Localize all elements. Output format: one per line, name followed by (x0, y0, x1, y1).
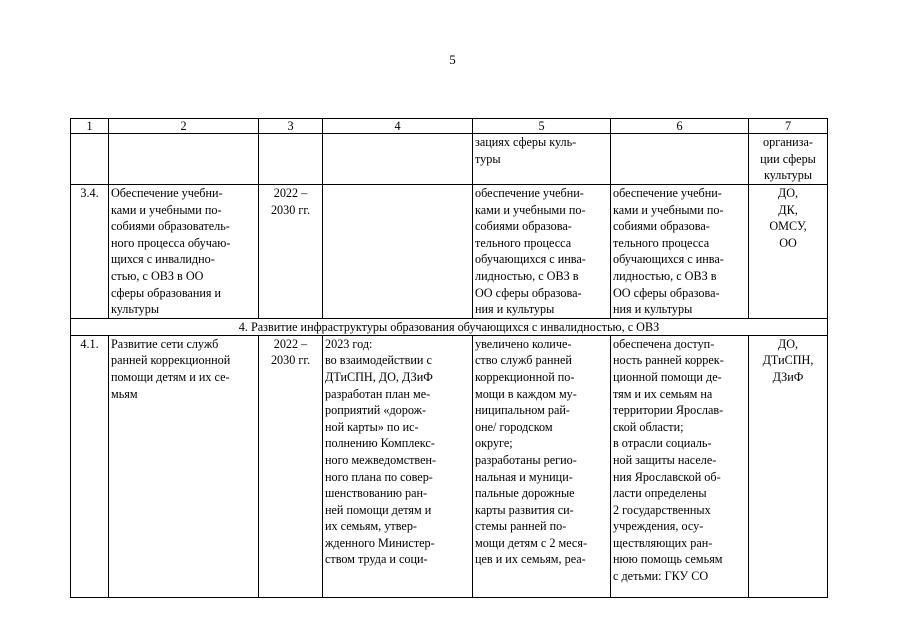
measure-executors: ДО, ДТиСПН, ДЗиФ (749, 335, 828, 597)
measure-executors: ДО, ДК, ОМСУ, ОО (749, 185, 828, 319)
column-header-7: 7 (749, 119, 828, 134)
page-number: 5 (449, 52, 456, 67)
measure-period: 2022 – 2030 гг. (259, 185, 323, 319)
row-number: 3.4. (71, 185, 109, 319)
measure-col5: увеличено количе- ство служб ранней коррекционной по- мощи в каждом му- ниципальном рай- оне/ городском округе; разработаны регио- нальная и муници- пальные дорожные карты развития си- стемы ранней по- мощи детям с 2 меся- цев и их семьям, реа- (473, 335, 611, 597)
table-row (71, 335, 828, 597)
cell-empty (259, 134, 323, 185)
column-header-3: 3 (259, 119, 323, 134)
section-title: 4. Развитие инфраструктуры образования обучающихся с инвалидностью, с ОВЗ (71, 318, 828, 335)
column-header-2: 2 (109, 119, 259, 134)
measure-period: 2022 – 2030 гг. (259, 335, 323, 597)
table-row (71, 185, 828, 319)
continuation-row (71, 134, 828, 185)
column-numbers-row (71, 119, 828, 134)
measure-col6: обеспечение учебни- ками и учебными по- собиями образова- тельного процесса обучающихся с инва- лидностью, с ОВЗ в ОО сферы образова- ния и культуры (611, 185, 749, 319)
cell-empty (323, 134, 473, 185)
cell-empty (71, 134, 109, 185)
cell-empty (611, 134, 749, 185)
column-header-1: 1 (71, 119, 109, 134)
column-header-5: 5 (473, 119, 611, 134)
column-header-4: 4 (323, 119, 473, 134)
cell-empty (109, 134, 259, 185)
measure-col5: обеспечение учебни- ками и учебными по- собиями образова- тельного процесса обучающихся с инва- лидностью, с ОВЗ в ОО сферы образова- ния и культуры (473, 185, 611, 319)
measure-name: Развитие сети служб ранней коррекционной помощи детям и их се- мьям (109, 335, 259, 597)
measure-col4 (323, 185, 473, 319)
continuation-result-cell: зациях сферы куль- туры (473, 134, 611, 185)
row-number: 4.1. (71, 335, 109, 597)
continuation-executor-cell: организа- ции сферы культуры (749, 134, 828, 185)
measure-name: Обеспечение учебни- ками и учебными по- собиями образователь- ного процесса обучаю- щихся с инвалидно- стью, с ОВЗ в ОО сферы образования и культуры (109, 185, 259, 319)
column-header-6: 6 (611, 119, 749, 134)
measures-table (70, 118, 828, 598)
measure-col4: 2023 год: во взаимодействии с ДТиСПН, ДО, ДЗиФ разработан план ме- роприятий «дорож- ной карты» по ис- полнению Комплекс- ного межведомствен- ного плана по совер- шенствованию ран- ней помощи детям и их семьям, утвер- жденного Министер- ством труда и соци- (323, 335, 473, 597)
section-heading-row (71, 318, 828, 335)
measure-col6: обеспечена доступ- ность ранней коррек- ционной помощи де- тям и их семьям на территории Ярослав- ской области; в отрасли социаль- ной защиты населе- ния Ярославской об- ласти определены 2 государственных учреждения, осу- ществляющих ран- нюю помощь семьям с детьми: ГКУ СО (611, 335, 749, 597)
